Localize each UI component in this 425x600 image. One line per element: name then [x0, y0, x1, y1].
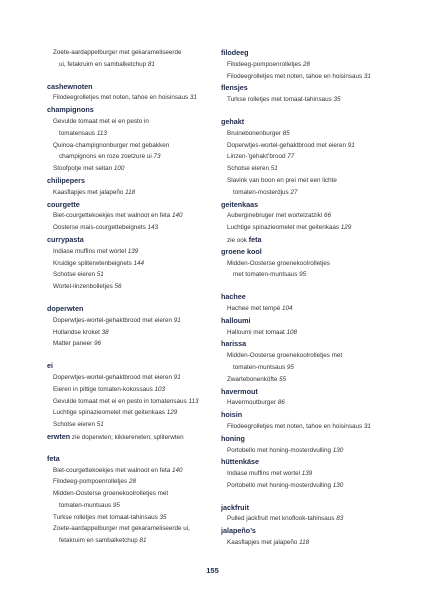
page-ref: 108: [286, 328, 298, 336]
index-entry: [47, 465, 225, 477]
index-entry: [47, 92, 225, 104]
entry-text: Hachee met tempé: [227, 304, 281, 312]
index-heading-row: [221, 502, 401, 514]
page-ref: 86: [277, 399, 285, 407]
index-heading-row: [221, 433, 401, 445]
entry-text: Linzen-’gehakt’brood: [227, 153, 286, 161]
index-heading-row: [47, 431, 225, 443]
index-entry: [47, 523, 225, 535]
entry-text: Oosterse mais-courgettebeignets: [53, 224, 146, 232]
index-heading-row: [221, 47, 401, 59]
page-ref: 91: [173, 373, 181, 381]
index-entry: [47, 396, 225, 408]
index-entry: [221, 445, 401, 457]
index-entry: [47, 47, 225, 59]
index-entry: [221, 163, 401, 175]
page-ref: 130: [332, 481, 344, 489]
page-ref: 129: [340, 224, 352, 232]
page-ref: 140: [172, 212, 183, 220]
page-number: 155: [206, 566, 219, 575]
entry-text: tomaten-muntsaus: [233, 363, 286, 371]
index-column-right: [221, 47, 401, 549]
spacer: [47, 293, 225, 303]
page-ref: 144: [133, 259, 145, 267]
entry-text: Doperwtjes-wortel-gehaktbrood met eieren: [53, 373, 172, 381]
page-ref: 35: [333, 96, 341, 104]
index-entry: [221, 71, 401, 83]
index-heading-row: [221, 315, 401, 327]
index-entry: [47, 419, 225, 431]
entry-text: Auberginebruger met wortelzatziki: [227, 212, 323, 220]
cross-reference-term: feta: [248, 234, 262, 244]
page-ref: 129: [166, 409, 178, 417]
index-entry-continuation: [47, 151, 225, 163]
entry-text: Filodeegrolletjes met noten, tahoe en hoisinsaus: [227, 422, 363, 430]
page-ref: 83: [336, 515, 344, 523]
index-heading: groene kool: [221, 246, 262, 256]
index-heading-row: [221, 525, 401, 537]
page-ref: 95: [286, 363, 294, 371]
index-entry: [221, 327, 401, 339]
entry-text: Schotse eieren: [53, 271, 96, 279]
index-entry-continuation: [221, 187, 401, 199]
entry-text: Kaasflapjes met jalapeño: [227, 539, 298, 547]
entry-text: Quinoa-champignonburger met gebakken: [53, 141, 170, 149]
index-entry: [47, 269, 225, 281]
index-entry: [47, 372, 225, 384]
entry-text: Hollandse kroket: [53, 328, 100, 336]
entry-text: Wortel-linzenbolletjes: [53, 283, 113, 291]
entry-text: Zoete-aardappelburger met gekarameliseerde: [53, 49, 182, 56]
index-entry: [221, 468, 401, 480]
index-entry: [221, 513, 401, 525]
index-entry: [47, 476, 225, 488]
index-heading-row: [47, 175, 225, 187]
index-heading: hachee: [221, 292, 246, 302]
index-entry: [221, 94, 401, 106]
index-entry: [47, 140, 225, 152]
entry-text: Luchtige spinazieomelet met geitenkaas: [53, 409, 166, 417]
entry-text: Gevulde tomaat met ei en pesto in: [53, 117, 149, 125]
index-entry: [47, 281, 225, 293]
entry-text: tomaten-mosterdjus: [233, 188, 289, 196]
index-column-left: [47, 47, 225, 547]
entry-text: tomatensaus: [59, 129, 96, 137]
index-heading: jalapeño’s: [221, 526, 256, 536]
entry-text: Kruidige spliterwtenbeignets: [53, 259, 132, 267]
index-entry: [221, 258, 401, 270]
index-entry-continuation: [47, 535, 225, 547]
index-entry: [47, 315, 225, 327]
entry-text: Bruinebonenburger: [227, 129, 281, 137]
index-heading: hoisin: [221, 410, 243, 420]
index-entry: [47, 210, 225, 222]
entry-text: Luchtige spinazieomelet met geitenkaas: [227, 224, 340, 232]
index-heading-row: [47, 360, 225, 372]
page-ref: 31: [363, 422, 371, 430]
index-entry: [221, 421, 401, 433]
index-heading-row: [221, 116, 401, 128]
page-ref: 113: [188, 397, 199, 405]
index-heading: havermout: [221, 386, 258, 396]
index-entry-continuation: [47, 128, 225, 140]
index-heading-row: [47, 453, 225, 465]
index-heading-row: [221, 199, 401, 211]
entry-text: Biet-courgettekoekjes met walnoot en feta: [53, 466, 171, 474]
page-ref: 104: [281, 304, 293, 312]
index-heading-row: [47, 81, 225, 93]
entry-text: Indiase muffins met wortel: [227, 470, 301, 478]
page-ref: 56: [114, 283, 122, 291]
index-entry-continuation: [221, 269, 401, 281]
index-heading: cashewnoten: [47, 81, 93, 91]
page-ref: 31: [189, 94, 197, 102]
index-heading: jackfruit: [221, 502, 249, 512]
entry-text: Midden-Oosterse groenekoolrolletjes met: [53, 490, 169, 498]
page-ref: 139: [127, 247, 139, 255]
spacer: [47, 350, 225, 360]
page-ref: 139: [301, 470, 313, 478]
index-entry: [221, 234, 401, 246]
page-ref: 91: [173, 316, 181, 324]
page-ref: 27: [290, 188, 298, 196]
page-ref: 51: [96, 421, 104, 429]
index-entry: [47, 246, 225, 258]
entry-text: Halloumi met tomaat: [227, 328, 285, 336]
index-heading: hüttenkäse: [221, 457, 259, 467]
page-ref: 55: [279, 375, 287, 383]
index-entry: [47, 407, 225, 419]
index-entry: [221, 374, 401, 386]
index-heading-row: [221, 246, 401, 258]
entry-text: met tomaten-muntsaus: [233, 271, 298, 279]
page-ref: 31: [363, 72, 371, 80]
index-entry: [47, 384, 225, 396]
entry-text: Stoofpotje met seitan: [53, 165, 113, 173]
index-heading: honing: [221, 433, 245, 443]
index-heading-row: [221, 386, 401, 398]
page-ref: 91: [347, 141, 355, 149]
entry-text: Gevulde tomaat met ei en pesto in tomatensaus: [53, 397, 187, 405]
index-heading: ei: [47, 361, 53, 371]
page-ref: 28: [128, 478, 136, 486]
spacer: [47, 71, 225, 81]
index-heading-row: [221, 456, 401, 468]
entry-text: Pulled jackfruit met knoflook-tahinsaus: [227, 515, 335, 523]
index-heading: halloumi: [221, 315, 251, 325]
spacer: [221, 106, 401, 116]
index-heading: harissa: [221, 339, 247, 349]
page-ref: 81: [139, 537, 147, 545]
page-ref: 140: [172, 466, 183, 474]
index-entry: [221, 140, 401, 152]
index-entry: [221, 537, 401, 549]
index-entry: [47, 116, 225, 128]
index-entry: [221, 303, 401, 315]
entry-text: Portobello met honing-mosterdvulling: [227, 481, 331, 489]
page-ref: 77: [287, 153, 295, 161]
index-heading: champignons: [47, 105, 94, 115]
entry-text: Schotse eieren: [227, 165, 270, 173]
spacer: [221, 281, 401, 291]
entry-text: ui, fetakruim en sambalketchup: [59, 60, 147, 68]
index-heading-row: [221, 82, 401, 94]
page-ref: 28: [302, 60, 310, 68]
page-ref: 66: [323, 212, 331, 220]
entry-text: Zoete-aardappelburger met gekarameliseerde ui,: [53, 525, 190, 533]
entry-text: champignons en roze zoetzure ui: [59, 153, 152, 161]
page-ref: 85: [282, 129, 290, 137]
spacer: [47, 443, 225, 453]
index-heading: gehakt: [221, 116, 245, 126]
index-entry-continuation: [47, 59, 225, 71]
page-ref: 103: [154, 385, 166, 393]
page-ref: 51: [270, 165, 278, 173]
page-ref: 95: [299, 271, 307, 279]
index-heading: chilipepers: [47, 175, 85, 185]
entry-text: Kaasflapjes met jalapeño: [53, 188, 124, 196]
index-entry: [47, 338, 225, 350]
index-heading: feta: [47, 453, 60, 463]
index-entry-continuation: [221, 362, 401, 374]
entry-text: Schotse eieren: [53, 421, 96, 429]
index-entry: [221, 222, 401, 234]
index-heading-row: [221, 409, 401, 421]
index-entry: [47, 258, 225, 270]
index-entry: [221, 128, 401, 140]
entry-text: Biet-courgettekoekjes met walnoot en feta: [53, 212, 171, 220]
index-entry: [47, 187, 225, 199]
page-ref: 113: [96, 129, 107, 137]
index-entry: [47, 512, 225, 524]
index-entry: [47, 488, 225, 500]
page-ref: 95: [112, 501, 120, 509]
page-ref: 100: [113, 165, 125, 173]
entry-text: Doperwtjes-wortel-gehaktbrood met eieren: [227, 141, 346, 149]
index-entry: [221, 350, 401, 362]
cross-reference: zie doperwten; kikkererwten; spliterwten: [70, 433, 184, 441]
index-heading: doperwten: [47, 303, 84, 313]
entry-text: Midden-Oosterse groenekoolrolletjes met: [227, 352, 343, 360]
entry-text: fetakruim en sambalketchup: [59, 537, 138, 545]
page-ref: 143: [147, 224, 159, 232]
index-entry: [221, 210, 401, 222]
entry-text: Filodeegrolletjes met noten, tahoe en hoisinsaus: [227, 72, 363, 80]
index-heading: erwten: [47, 431, 71, 441]
page-ref: 38: [101, 328, 109, 336]
index-heading: geitenkaas: [221, 199, 259, 209]
index-entry-continuation: [47, 500, 225, 512]
index-heading-row: [221, 338, 401, 350]
index-heading: flensjes: [221, 83, 248, 93]
entry-text: Midden-Oosterse groenekoolrolletjes: [227, 259, 330, 267]
page-ref: 118: [299, 539, 310, 547]
entry-text: Turkse rolletjes met tomaat-tahinsaus: [53, 513, 158, 521]
entry-text: Portobello met honing-mosterdvulling: [227, 446, 331, 454]
index-heading: courgette: [47, 199, 80, 209]
entry-text: Filodeegrolletjes met noten, tahoe en hoisinsaus: [53, 94, 189, 102]
index-heading-row: [47, 199, 225, 211]
entry-text: Turkse rolletjes met tomaat-tahinsaus: [227, 96, 332, 104]
index-heading-row: [47, 234, 225, 246]
page-ref: 73: [153, 153, 161, 161]
entry-text: Indiase muffins met wortel: [53, 247, 127, 255]
index-entry: [221, 175, 401, 187]
index-heading-row: [221, 291, 401, 303]
spacer: [221, 492, 401, 502]
index-heading: currypasta: [47, 234, 84, 244]
index-entry: [221, 59, 401, 71]
entry-text: Eieren in pittige tomaten-kokossaus: [53, 385, 153, 393]
entry-text: zie ook: [227, 236, 247, 244]
index-heading-row: [47, 303, 225, 315]
page-ref: 130: [332, 446, 344, 454]
entry-text: tomaten-muntsaus: [59, 501, 112, 509]
index-entry: [47, 163, 225, 175]
index-entry: [221, 480, 401, 492]
index-entry: [221, 151, 401, 163]
page-ref: 51: [96, 271, 104, 279]
entry-text: Slavink van boon en prei met een lichte: [227, 176, 337, 184]
page-ref: 96: [93, 340, 101, 348]
index-entry: [47, 222, 225, 234]
entry-text: Matter paneer: [53, 340, 93, 348]
page-ref: 81: [147, 60, 155, 68]
index-entry: [221, 397, 401, 409]
entry-text: Havermoutburger: [227, 399, 276, 407]
index-entry: [47, 327, 225, 339]
entry-text: Filodeeg-pompoenrolletjes: [53, 478, 128, 486]
index-heading: filodeeg: [221, 48, 249, 57]
index-heading-row: [47, 104, 225, 116]
entry-text: Zwartebonenköfte: [227, 375, 278, 383]
entry-text: Doperwtjes-wortel-gehaktbrood met eieren: [53, 316, 172, 324]
entry-text: Filodeeg-pompoenrolletjes: [227, 60, 302, 68]
page-ref: 35: [159, 513, 167, 521]
page-ref: 118: [125, 188, 136, 196]
